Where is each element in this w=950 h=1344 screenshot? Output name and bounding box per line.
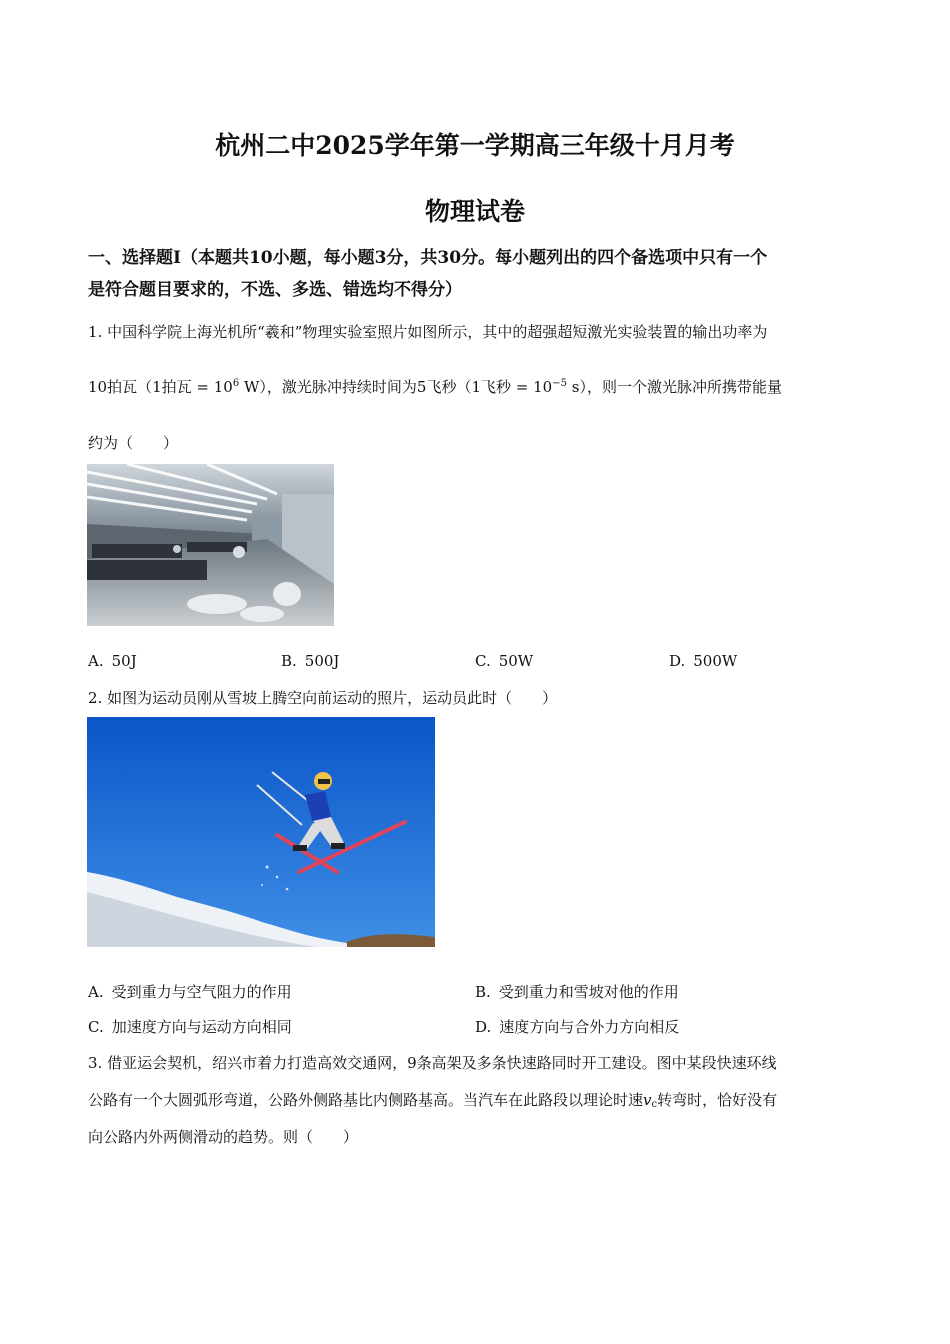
q3-stem-line1: 3. 借亚运会契机，绍兴市着力打造高效交通网，9条高架及多条快速路同时开工建设。图中某段快速环线 — [88, 1054, 777, 1072]
q1-option-a-text: 50J — [111, 652, 137, 670]
q1-option-b[interactable] — [281, 652, 339, 670]
q2-option-c[interactable] — [88, 1016, 292, 1037]
q3-stem-line2 — [88, 1089, 868, 1110]
exam-subject: 物理试卷 — [424, 197, 525, 226]
q1-option-d-label: D. — [669, 652, 686, 670]
q3-stem-text-a: 公路有一个大圆弧形弯道，公路外侧路基比内侧路基高。当汽车在此路段以理论时速 — [88, 1091, 644, 1109]
q1-option-a-label: A. — [88, 652, 104, 670]
q2-option-d-text: 速度方向与合外力方向相反 — [499, 1018, 680, 1036]
q1-stem-text-c: s），则一个激光脉冲所携带能量 — [571, 378, 782, 396]
q1-option-c[interactable] — [475, 652, 533, 670]
q3-stem-text-b: 转弯时，恰好没有 — [657, 1091, 778, 1109]
q1-option-c-label: C. — [475, 652, 491, 670]
q3-velocity-symbol: v — [643, 1091, 652, 1109]
skier-photo — [87, 717, 435, 947]
section-heading-line2: 是符合题目要求的，不选、多选、错选均不得分） — [88, 280, 462, 300]
q2-option-c-label: C. — [88, 1018, 104, 1036]
q1-stem-line1: 1. 中国科学院上海光机所“羲和”物理实验室照片如图所示，其中的超强超短激光实验装置的输出功率为 — [88, 323, 768, 341]
laser-lab-illustration — [87, 464, 334, 626]
q2-option-d-label: D. — [475, 1018, 492, 1036]
q2-option-a-text: 受到重力与空气阻力的作用 — [111, 983, 292, 1001]
q2-option-b-label: B. — [475, 983, 491, 1001]
section-heading — [88, 242, 868, 306]
q3-stem-line3: 向公路内外两侧滑动的趋势。则（ ） — [88, 1128, 359, 1146]
q1-option-b-label: B. — [281, 652, 297, 670]
laser-lab-photo — [87, 464, 334, 626]
q1-stem-text-b: W），激光脉冲持续时间为5飞秒（1飞秒 — [244, 378, 512, 396]
q2-option-a-label: A. — [88, 983, 104, 1001]
q1-exp1: 6 — [232, 378, 240, 389]
q1-option-c-text: 50W — [498, 652, 534, 670]
q2-option-c-text: 加速度方向与运动方向相同 — [111, 1018, 292, 1036]
q1-eq2: = 10 — [511, 378, 553, 396]
q2-option-d[interactable] — [475, 1016, 679, 1037]
q2-option-b-text: 受到重力和雪坡对他的作用 — [498, 983, 679, 1001]
q2-option-a[interactable] — [88, 981, 292, 1002]
q2-option-b[interactable] — [475, 981, 679, 1002]
q3-velocity-subscript: c — [651, 1099, 658, 1110]
skier-illustration — [87, 717, 435, 947]
exam-title: 杭州二中2025学年第一学期高三年级十月月考 — [215, 131, 735, 160]
q1-eq1: = 10 — [191, 378, 233, 396]
q1-option-b-text: 500J — [304, 652, 340, 670]
q1-option-d-text: 500W — [693, 652, 738, 670]
q1-stem-line3: 约为（ ） — [88, 434, 179, 452]
q1-stem-text-a: 10拍瓦（1拍瓦 — [88, 378, 192, 396]
q1-stem-line2 — [88, 376, 868, 397]
q1-option-a[interactable] — [88, 652, 137, 670]
q1-option-d[interactable] — [669, 652, 737, 670]
section-heading-line1: 一、选择题I（本题共10小题，每小题3分，共30分。每小题列出的四个备选项中只有一个 — [88, 248, 768, 268]
q2-stem-line1: 2. 如图为运动员刚从雪坡上腾空向前运动的照片，运动员此时（ ） — [88, 689, 558, 707]
q1-exp2: −5 — [552, 378, 567, 389]
